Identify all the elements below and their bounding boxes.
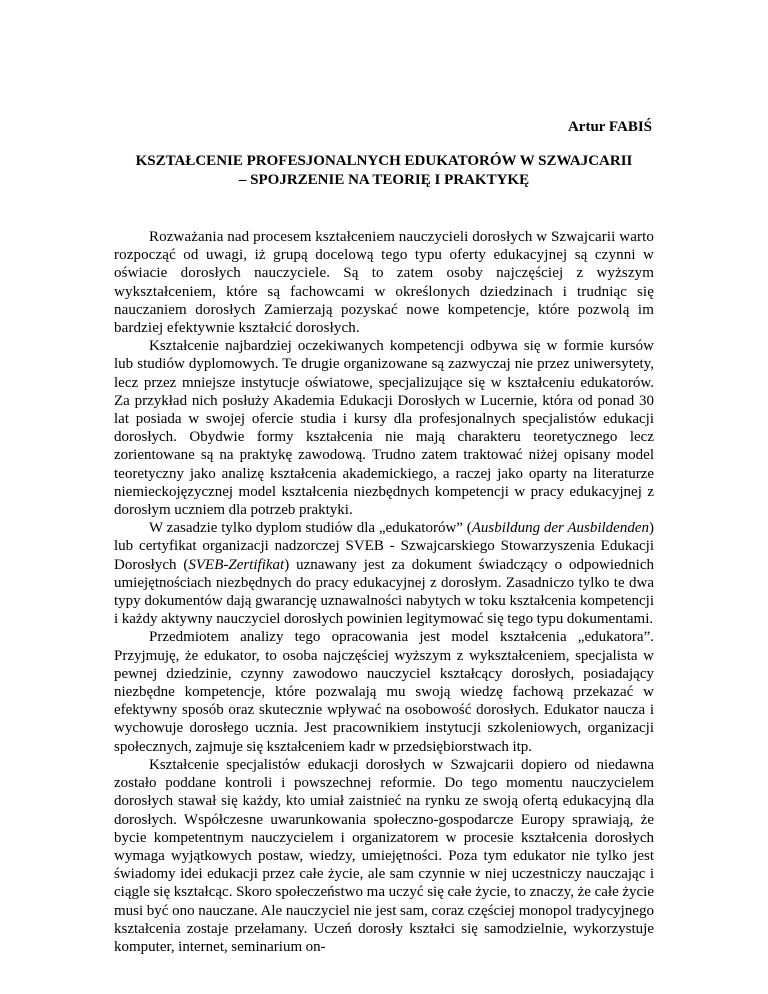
body-text — [114, 228, 654, 956]
paragraph-3 — [114, 519, 654, 628]
paragraph-5: Kształcenie specjalistów edukacji dorosłych w Szwajcarii dopiero od niedawna zostało poddane kontroli i powszechnej reformie. Do tego momentu nauczycielem dorosłych stawał się każdy, kto umiał zaistnieć na rynku ze swoją ofertą edukacyjną dla dorosłych. Współczesne uwarunkowania społeczno-gospodarcze Europy sprawiają, że bycie kompetentnym nauczycielem i organizatorem w procesie kształcenia dorosłych wymaga wyjątkowych postaw, wiedzy, umiejętności. Poza tym edukator nie tylko jest świadomy idei edukacji przez całe życie, ale sam czynnie w niej uczestniczy nauczając i ciągle się kształcąc. Skoro społeczeństwo ma uczyć się całe życie, to znaczy, że całe życie musi być ono nauczane. Ale nauczyciel nie jest sam, coraz częściej monopol tradycyjnego kształcenia zostaje przełamany. Uczeń dorosły kształci się samodzielnie, wykorzystuje komputer, internet, seminarium on- — [114, 756, 654, 955]
paragraph-3-part-3: ) uznawany jest za dokument świadczący o odpowiednich umiejętnościach niezbędnych do pracy edukacyjnej z dorosłym. Zasadniczo tylko te dwa typy dokumentów dają gwarancję uznawalności nabytych w toku kształcenia kompetencji i każdy aktywny nauczyciel dorosłych powinien legitymować się tego typu dokumentami. — [114, 556, 654, 628]
title-line-1: KSZTAŁCENIE PROFESJONALNYCH EDUKATORÓW W SZWAJCARII — [135, 153, 633, 169]
document-title — [112, 152, 656, 190]
paragraph-1: Rozważania nad procesem kształceniem nauczycieli dorosłych w Szwajcarii warto rozpocząć od uwagi, iż grupą docelową tego typu oferty edukacyjnej są czynni w oświacie dorosłych nauczyciele. Są to zatem osoby najczęściej z wyższym wykształceniem, które są fachowcami w określonych dziedzinach i trudniąc się nauczaniem dorosłych Zamierzają pozyskać nowe kompetencje, które pozwolą im bardziej efektywnie kształcić dorosłych. — [114, 229, 654, 337]
paragraph-3-italic-1: Ausbildung der Ausbildenden — [471, 520, 649, 537]
paragraph-3-part-2: ) lub certyfikat organizacji nadzorczej SVEB - Szwajcarskiego Stowarzyszenia Edukacji Dorosłych ( — [114, 520, 654, 573]
paragraph-2: Kształcenie najbardziej oczekiwanych kompetencji odbywa się w formie kursów lub studiów dyplomowych. Te drugie organizowane są zazwyczaj nie przez uniwersytety, lecz przez mniejsze instytucje oświatowe, specjalizujące się w kształceniu edukatorów. Za przykład nich posłuży Akademia Edukacji Dorosłych w Lucernie, która od ponad 30 lat posiada w swojej ofercie studia i kursy dla profesjonalnych specjalistów edukacji dorosłych. Obydwie formy kształcenia nie mają charakteru teoretycznego lecz zorientowane są na praktykę zawodową. Trudno zatem traktować niżej opisany model teoretyczny jako analizę kształcenia akademickiego, a raczej jako oparty na literaturze niemieckojęzycznej model kształcenia niezbędnych kompetencji w pracy edukacyjnej z dorosłym uczniem dla potrzeb praktyki. — [114, 338, 654, 519]
paragraph-3-italic-2: SVEB-Zertifikat — [188, 556, 285, 573]
title-line-2: – SPOJRZENIE NA TEORIĘ I PRAKTYKĘ — [238, 172, 530, 188]
author-name: Artur FABIŚ — [567, 119, 652, 135]
paragraph-3-part-1: W zasadzie tylko dyplom studiów dla „edukatorów” ( — [149, 520, 472, 537]
paragraph-4: Przedmiotem analizy tego opracowania jest model kształcenia „edukatora”. Przyjmuję, że edukator, to osoba najczęściej wyższym z wykształceniem, specjalista w pewnej dziedzinie, czynny zawodowo nauczyciel kształcący dorosłych, posiadający niezbędne kompetencje, które pozwalają mu swoją wiedzę fachową przekazać w efektywny sposób oraz skutecznie wpływać na osobowość dorosłych. Edukator naucza i wychowuje dorosłego ucznia. Jest pracownikiem instytucji szkoleniowych, organizacji społecznych, zajmuje się kształceniem kadr w przedsiębiorstwach itp. — [114, 629, 654, 755]
